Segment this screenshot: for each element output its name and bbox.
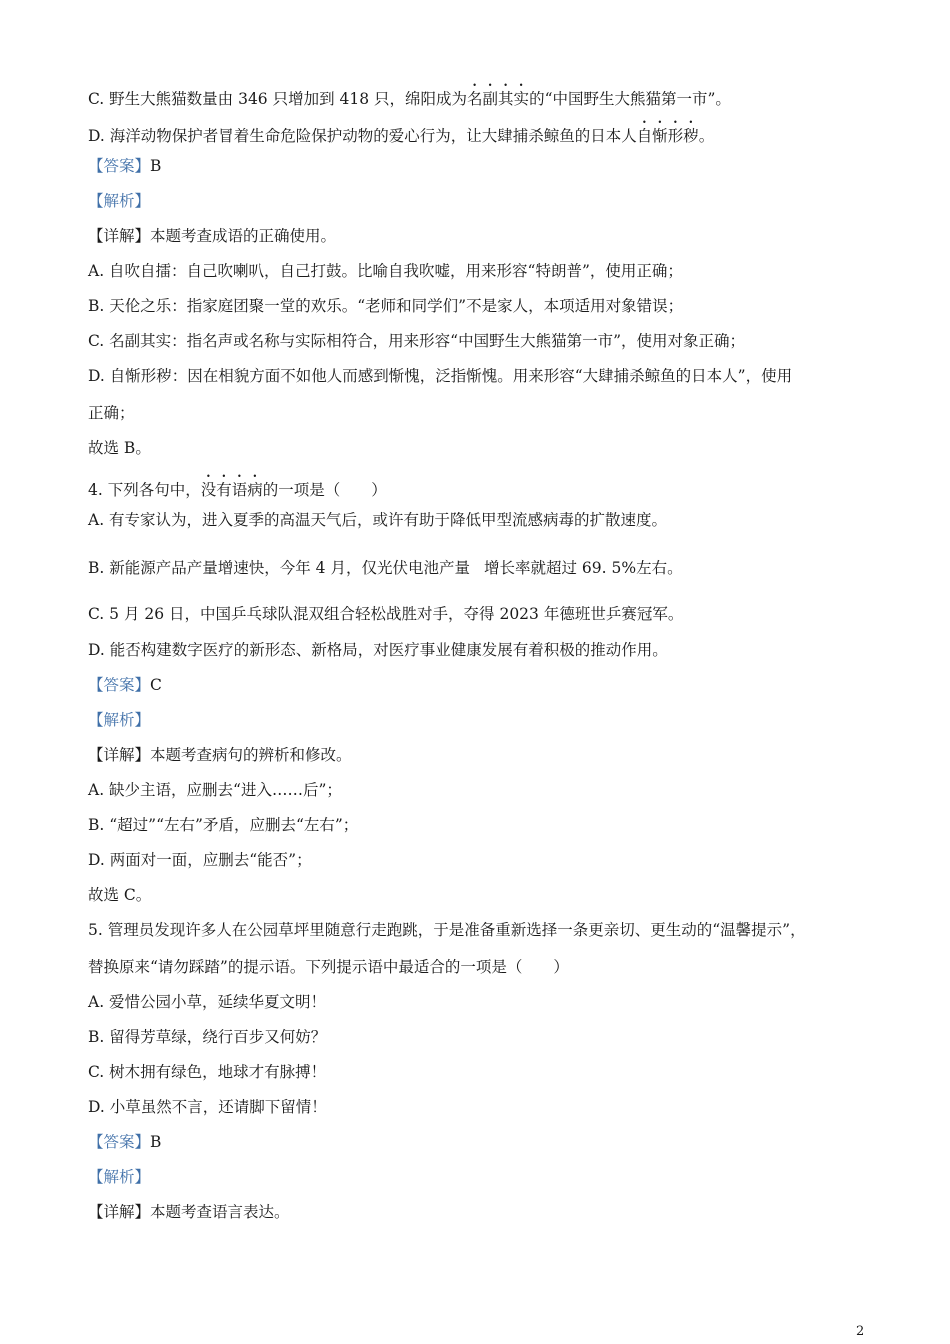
- explain-a-q4: A. 缺少主语，应删去“进入……后”；: [88, 781, 342, 799]
- option-d-q4: D. 能否构建数字医疗的新形态、新格局，对医疗事业健康发展有着积极的推动作用。: [88, 641, 668, 659]
- option-c-q5: C. 树木拥有绿色，地球才有脉搏！: [88, 1063, 327, 1081]
- question-5: 5. 管理员发现许多人在公园草坪里随意行走跑跳，于是准备重新选择一条更亲切、更生动的“温馨提示”，: [88, 921, 806, 939]
- document-page: [88, 0, 878, 1344]
- text-segment: 。: [698, 127, 715, 145]
- answer-value: B: [150, 1133, 162, 1151]
- explain-c-q3: C. 名副其实：指名声或名称与实际相符合，用来形容“中国野生大熊猫第一市”，使用对象正确；: [88, 332, 746, 350]
- answer-tag: 【答案】: [88, 157, 151, 175]
- detail-q5: 【详解】本题考查语言表达。: [88, 1203, 290, 1221]
- option-b-q5: B. 留得芳草绿，绕行百步又何妨？: [88, 1028, 327, 1046]
- conclusion-q3: 故选 B。: [88, 439, 151, 457]
- text-segment: B. 新能源产品产量增速快，今年 4 月，仅光伏电池产量: [88, 559, 470, 577]
- detail-q3: 【详解】本题考查成语的正确使用。: [88, 227, 337, 245]
- answer-q5: [88, 1131, 161, 1153]
- answer-q3: [88, 155, 161, 177]
- explain-b-q4: B. “超过”“左右”矛盾，应删去“左右”；: [88, 816, 359, 834]
- text-segment: C. 野生大熊猫数量由 346 只增加到 418 只，绵阳成为: [88, 90, 468, 108]
- explain-b-q3: B. 天伦之乐：指家庭团聚一堂的欢乐。“老师和同学们”不是家人，本项适用对象错误；: [88, 297, 684, 315]
- option-d-q5: D. 小草虽然不言，还请脚下留情！: [88, 1098, 327, 1116]
- emphasized-text: 名副其实: [467, 90, 530, 108]
- text-segment: D. 海洋动物保护者冒着生命危险保护动物的爱心行为，让大肆捕杀鲸鱼的日本人: [88, 127, 637, 145]
- option-a-q4: A. 有专家认为，进入夏季的高温天气后，或许有助于降低甲型流感病毒的扩散速度。: [88, 511, 668, 529]
- answer-tag: 【答案】: [88, 676, 151, 694]
- emphasized-text: 自惭形秽: [636, 127, 699, 145]
- option-b-q4: [88, 557, 683, 579]
- analysis-tag-q3: 【解析】: [88, 192, 151, 210]
- analysis-tag-q4: 【解析】: [88, 711, 151, 729]
- text-segment: 的一项是（ ）: [262, 481, 387, 499]
- option-c-q3: [88, 81, 731, 110]
- option-c-q4: C. 5 月 26 日，中国乒乓球队混双组合轻松战胜对手，夺得 2023 年德班世乒赛冠军。: [88, 605, 684, 623]
- answer-tag: 【答案】: [88, 1133, 151, 1151]
- emphasized-text: 没有语病: [200, 481, 263, 499]
- explain-d-q4: D. 两面对一面，应删去“能否”；: [88, 851, 312, 869]
- explain-a-q3: A. 自吹自擂：自己吹喇叭，自己打鼓。比喻自我吹嘘，用来形容“特朗普”，使用正确；: [88, 262, 683, 280]
- option-d-q3: [88, 118, 714, 147]
- conclusion-q4: 故选 C。: [88, 886, 152, 904]
- explain-d-q3: D. 自惭形秽：因在相貌方面不如他人而感到惭愧，泛指惭愧。用来形容“大肆捕杀鲸鱼的日本人”，使用: [88, 367, 793, 385]
- analysis-tag-q5: 【解析】: [88, 1168, 151, 1186]
- text-segment: 增长率就超过 69. 5%左右。: [483, 559, 683, 577]
- text-segment: 4. 下列各句中，: [88, 481, 201, 499]
- option-a-q5: A. 爱惜公园小草，延续华夏文明！: [88, 993, 327, 1011]
- answer-value: B: [150, 157, 162, 175]
- question-4: [88, 472, 387, 501]
- answer-q4: [88, 674, 162, 696]
- answer-value: C: [150, 676, 162, 694]
- page-number: 2: [856, 1324, 865, 1339]
- question-5-cont: 替换原来“请勿踩踏”的提示语。下列提示语中最适合的一项是（ ）: [88, 958, 569, 976]
- text-segment: 的“中国野生大熊猫第一市”。: [529, 90, 731, 108]
- explain-d-q3-cont: 正确；: [88, 404, 135, 422]
- detail-q4: 【详解】本题考查病句的辨析和修改。: [88, 746, 352, 764]
